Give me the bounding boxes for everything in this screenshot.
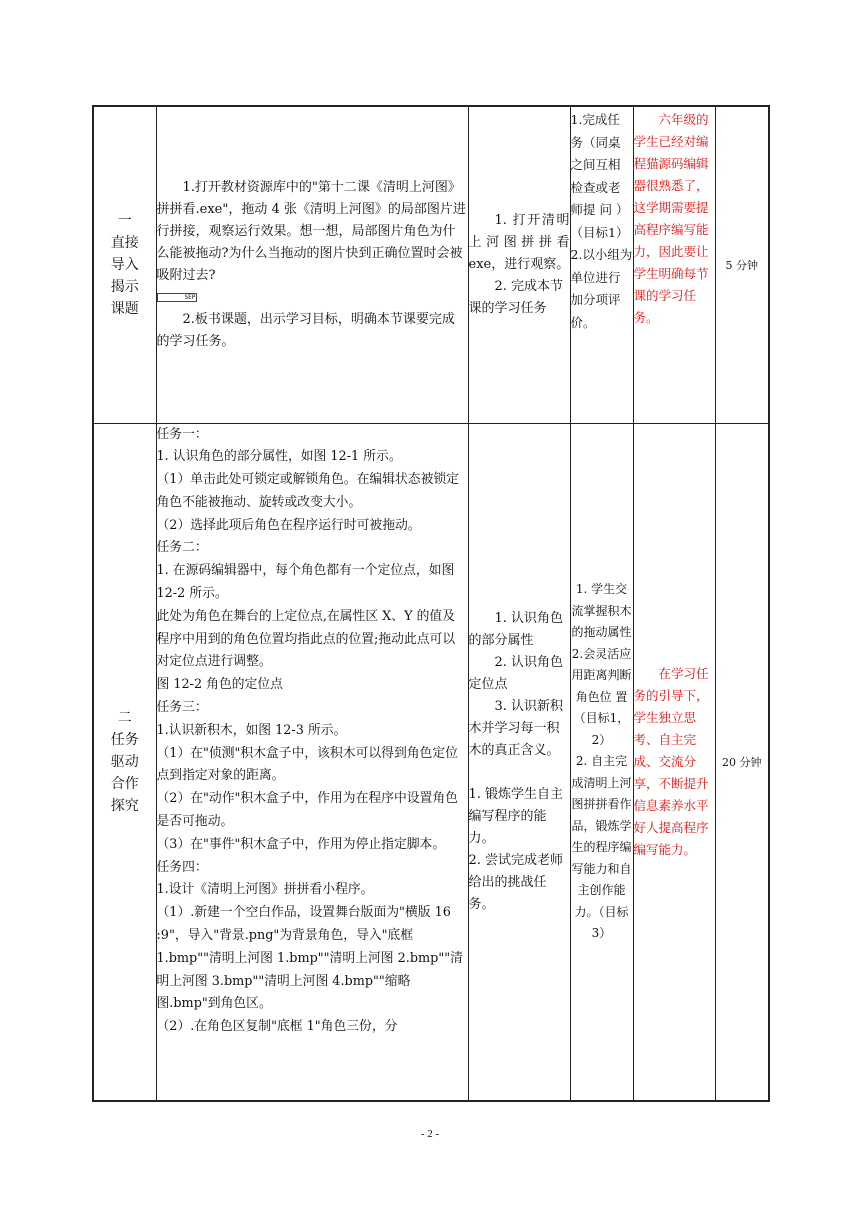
teacher-line: 此处为角色在舞台的上定位点,在属性区 X、Y 的值及程序中用到的角色位置均指此点的位置;拖动此点可以对定位点进行调整。 [156,608,456,670]
goal-paragraph: 2. 自主完成清明上河图拼拼看作品，锻炼学生的程序编写能力和自主创作能力。（目标3） [571,754,632,940]
time-text: 5 分钟 [725,258,758,272]
student-paragraph: 1. 锻炼学生自主编写程序的能力。 [468,786,564,846]
student-paragraph: 1. 打开清明上河图拼拼看exe，进行观察。 [468,212,570,272]
stage-text: 合作 [110,775,139,792]
teacher-line: （2）.在角色区复制"底框 1"角色三份，分 [156,1019,398,1035]
lesson-plan-table [92,105,770,1102]
stage-text: 直接 [110,234,139,251]
teacher-activity-cell [156,106,468,423]
teacher-line: 1.设计《清明上河图》拼拼看小程序。 [156,882,374,898]
table-row [93,106,769,423]
goal-paragraph: 1.完成任 务（同桌之间互相检查或老师提 问 ）（目标1） [570,112,629,240]
teacher-line: 1.认识新积木，如图 12-3 所示。 [156,722,347,738]
design-notes-cell [633,423,715,1101]
stage-text: 任务 [110,731,139,748]
stage-text: 课题 [110,300,139,317]
design-note: 六年级的学生已经对编程猫源码编辑器很熟悉了，这学期需要提高程序编写能力，因此要让学生明确每节课的学习任务。 [633,112,709,325]
teacher-line: 1. 认识角色的部分属性，如图 12-1 所示。 [156,449,402,465]
student-activity-cell [468,423,570,1101]
student-activity-cell [468,106,570,423]
teacher-paragraph: 1.打开教材资源库中的"第十二课《清明上河图》拼拼看.exe"，拖动 4 张《清明上河图》的局部图片进行拼接，观察运行效果。想一想，局部图片角色为什么能被拖动?为什么当拖动的图片快到正确位置时会被吸附过去? [156,179,466,283]
student-paragraph: 3. 认识新积木并学习每一积木的真正含义。 [468,698,564,758]
student-paragraph: 2. 完成本节课的学习任务 [468,278,564,316]
goals-cell [570,106,633,423]
student-paragraph: 2. 认识角色定位点 [468,654,564,692]
stage-text: 揭示 [110,278,139,295]
stage-cell [93,106,156,423]
student-paragraph: 2. 尝试完成老师给出的挑战任务。 [468,852,564,912]
time-cell [715,106,769,423]
stage-text: 驱动 [110,753,139,770]
stage-text: 一 [117,212,132,229]
teacher-line: 任务一： [156,426,208,442]
page-number: - 2 - [420,1128,440,1140]
student-paragraph [469,762,570,784]
time-cell [715,423,769,1101]
teacher-paragraph: 2.板书课题，出示学习目标，明确本节课要完成的学习任务。 [156,311,455,349]
teacher-line: （2）在"动作"积木盒子中，作用为在程序中设置角色是否可拖动。 [156,791,458,830]
teacher-line: 1. 在源码编辑器中，每个角色都有一个定位点，如图 12-2 所示。 [156,563,455,602]
teacher-line: （1）.新建一个空白作品，设置舞台版面为"横版 16 :9"，导入"背景.png"为背景角色，导入"底框 1.bmp""清明上河图 1.bmp""清明上河图 2.bmp""清明上河图 3.bmp""清明上河图 4.bmp""缩略图.bmp"到角色区。 [156,905,463,1012]
stage-text: 二 [117,709,132,726]
teacher-line: 任务三： [156,700,208,716]
teacher-activity-cell [156,423,468,1101]
time-text: 20 分钟 [722,755,762,769]
teacher-line: （2）选择此项后角色在程序运行时可被拖动。 [156,517,421,533]
design-notes-cell [633,106,715,423]
stage-text: 导入 [110,256,139,273]
separator-glyph: SEP [157,293,198,302]
teacher-line: （3）在"事件"积木盒子中，作用为停止指定脚本。 [156,836,446,852]
student-paragraph: 1. 认识角色的部分属性 [468,610,564,648]
goal-paragraph: 2.会灵活应用距离判断角色位 置 （目标1，2） [571,646,632,747]
teacher-line: （1）单击此处可锁定或解锁角色。在编辑状态被锁定角色不能被拖动、旋转或改变大小。 [156,472,459,510]
stage-cell [93,423,156,1101]
table-row [93,423,769,1101]
teacher-line: 任务二： [156,540,208,556]
design-note: 在学习任务的引导下，学生独立思考、自主完成、交流分享，不断提升信息素养水平好人提高程序编写能力。 [633,665,709,857]
goal-paragraph: 2.以小组为单位进行加分项评价。 [570,247,633,330]
stage-text: 探究 [110,797,139,814]
teacher-line: 任务四： [156,859,208,875]
goals-cell [570,423,633,1101]
teacher-line: （1）在"侦测"积木盒子中，该积木可以得到角色定位点到指定对象的距离。 [156,745,458,784]
teacher-line: 图 12-2 角色的定位点 [156,677,283,693]
goal-paragraph: 1. 学生交流掌握积木的拖动属性 [571,582,632,639]
